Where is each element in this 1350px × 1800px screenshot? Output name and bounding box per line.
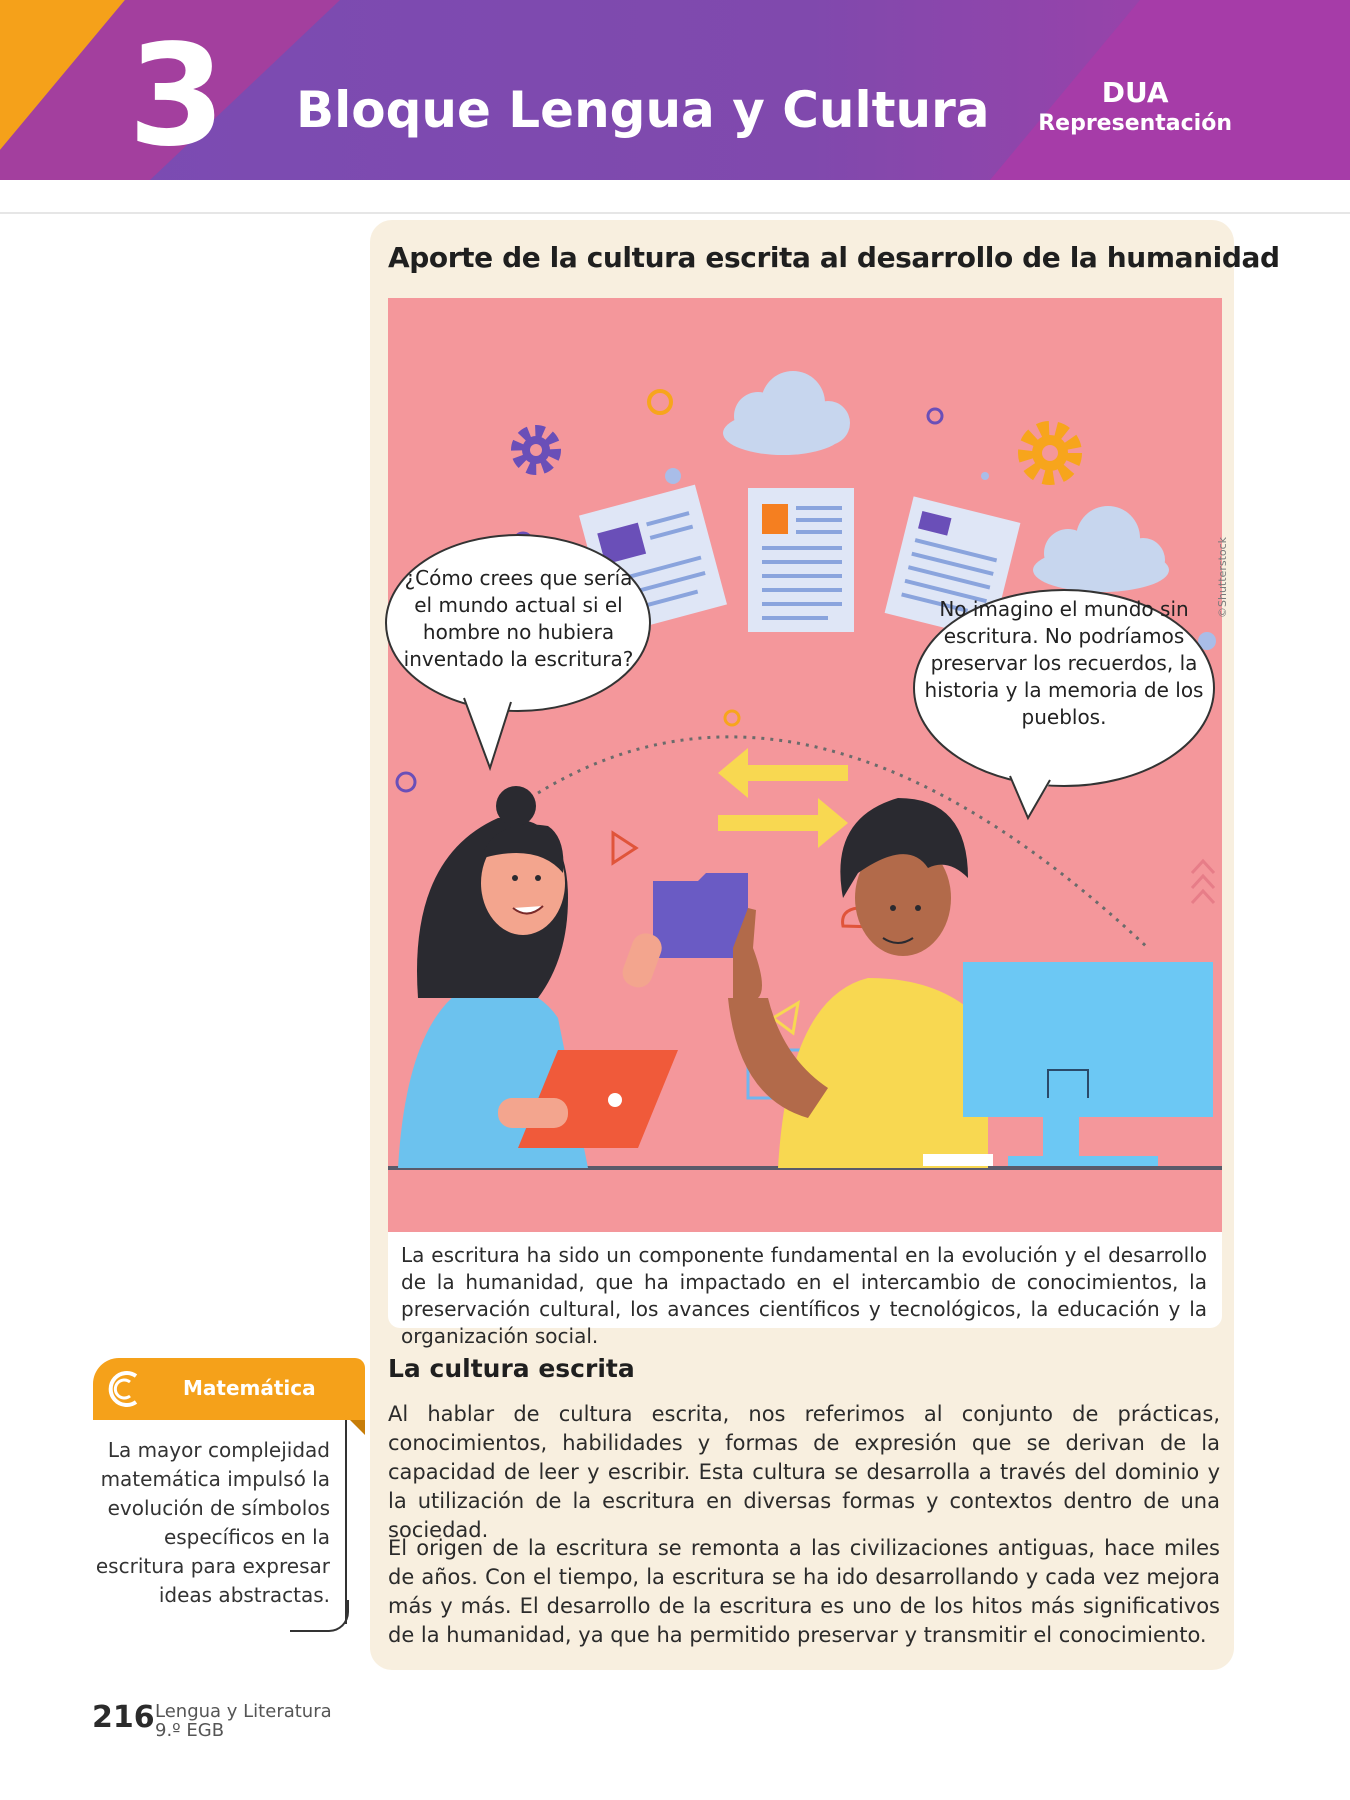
sidebar-tab-matematica	[93, 1358, 365, 1420]
illustration-figure	[388, 298, 1222, 1348]
speech-bubble-left-text: ¿Cómo crees que sería el mundo actual si el hombre no hubiera inventado la escritura?	[403, 566, 634, 671]
speech-bubble-right-text: No imagino el mundo sin escritura. No podríamos preservar los recuerdos, la historia y la memoria de los pueblos.	[924, 597, 1204, 729]
gear-icon	[518, 432, 554, 468]
page-number: 216	[92, 1700, 155, 1735]
sidebar-text: La mayor complejidad matemática impulsó la evolución de símbolos específicos en la escritura para expresar ideas abstractas.	[95, 1438, 330, 1607]
section-title: La cultura escrita	[388, 1354, 635, 1383]
sidebar-tab-label: Matemática	[183, 1376, 316, 1400]
dua-label: DUA	[1101, 76, 1169, 109]
header-divider	[0, 212, 1350, 214]
book-title: Lengua y Literatura	[155, 1701, 332, 1722]
content-card	[370, 220, 1280, 1670]
card-title: Aporte de la cultura escrita al desarrollo de la humanidad	[388, 241, 1280, 274]
image-credit: ©Shutterstock	[1216, 536, 1229, 618]
tab-fold	[350, 1420, 365, 1435]
unit-number: 3	[128, 15, 226, 178]
page-header	[0, 0, 1350, 180]
connection-icon	[103, 1368, 145, 1410]
dua-subtitle: Representación	[1038, 111, 1232, 136]
folder-icon	[653, 873, 748, 958]
sidebar-border	[345, 1420, 347, 1624]
body-paragraph: El origen de la escritura se remonta a las civilizaciones antiguas, hace miles de años. Con el tiempo, la escritura se ha ido desarrollando y cada vez mejora más y más. El desarrollo de la escritura es uno de los hitos más significativos de la humanidad, ya que ha permitido preservar y transmitir el conocimiento.	[388, 1536, 1220, 1647]
grade-label: 9.º EGB	[155, 1720, 225, 1741]
illustration	[388, 298, 1222, 1232]
body-paragraph: Al hablar de cultura escrita, nos referimos al conjunto de prácticas, conocimientos, habilidades y formas de expresión que se derivan de la capacidad de leer y escribir. Esta cultura se desarrolla a través del dominio y la utilización de la escritura en diversas formas y contextos dentro de una sociedad.	[388, 1402, 1220, 1542]
unit-title: Bloque Lengua y Cultura	[296, 81, 990, 139]
dua-badge	[1038, 76, 1232, 138]
document-icon	[748, 488, 854, 632]
figure-caption: La escritura ha sido un componente fundamental en la evolución y el desarrollo de la humanidad, que ha impactado en el intercambio de conocimientos, la preservación cultural, los avances científicos y tecnológicos, la educación y la organización social.	[401, 1243, 1207, 1348]
